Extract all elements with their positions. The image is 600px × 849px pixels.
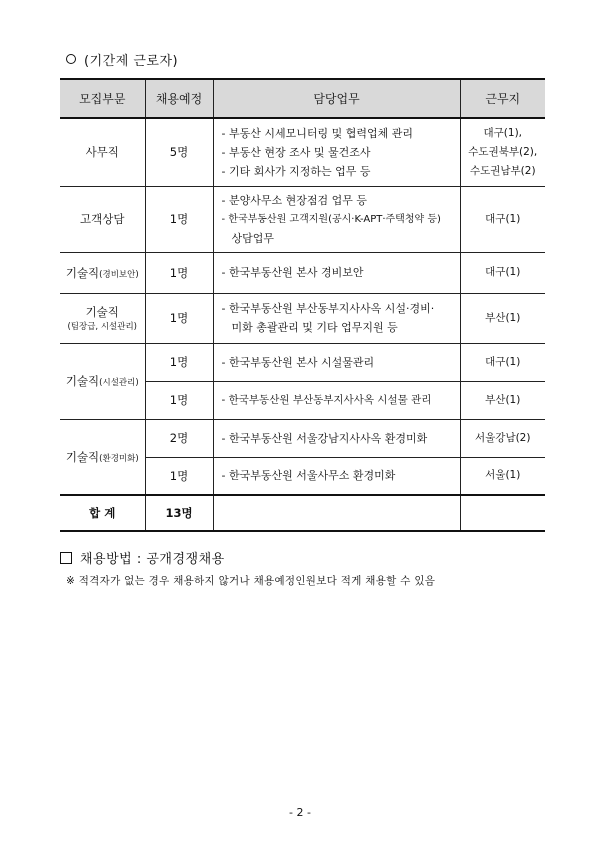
location-line: 대구(1), (483, 126, 522, 139)
page-number: - 2 - (289, 806, 311, 819)
section-title-text: (기간제 근로자) (84, 54, 179, 69)
category-sub: (환경미화) (99, 453, 139, 464)
footnote: ※ 적격자가 없는 경우 채용하지 않거나 채용예정인원보다 적게 채용할 수 있음 (66, 575, 436, 587)
duty-cell (213, 293, 460, 343)
count-cell: 5명 (145, 118, 213, 186)
square-bullet-icon (60, 552, 72, 564)
table-row (60, 186, 545, 252)
category-text: 기술직 (65, 265, 100, 280)
duty-cell: - 한국부동산원 서울강남지사사옥 환경미화 (213, 419, 460, 457)
category-cell (60, 252, 145, 293)
duty-cell (213, 118, 460, 186)
location-cell: 부산(1) (460, 381, 545, 419)
header-location: 근무지 (460, 79, 545, 118)
duty-cell (213, 186, 460, 252)
total-location-empty (460, 495, 545, 531)
circle-bullet-icon (66, 54, 76, 64)
total-duty-empty (213, 495, 460, 531)
count-cell: 1명 (145, 381, 213, 419)
location-cell: 서울강남(2) (460, 419, 545, 457)
header-duty: 담당업무 (213, 79, 460, 118)
table-row (60, 343, 545, 381)
table-row (60, 293, 545, 343)
duty-line: - 한국부동산원 부산동부지사사옥 시설·경비· (221, 302, 435, 315)
duty-cell: - 한국부동산원 서울사무소 환경미화 (213, 457, 460, 495)
category-text: 기술직 (65, 449, 100, 464)
category-text: 기술직 (65, 374, 100, 388)
total-count: 13명 (145, 495, 213, 531)
count-cell: 1명 (145, 293, 213, 343)
table-header-row (60, 79, 545, 118)
duty-line: - 기타 회사가 지정하는 업무 등 (221, 164, 371, 178)
category-sub: (시설관리) (99, 378, 139, 388)
count-cell: 2명 (145, 419, 213, 457)
header-category: 모집부문 (60, 79, 145, 118)
category-cell: 사무직 (60, 118, 145, 186)
category-cell: 고객상담 (60, 186, 145, 252)
recruitment-method (60, 548, 225, 567)
category-cell (60, 343, 145, 419)
count-cell: 1명 (145, 186, 213, 252)
category-text: 기술직 (85, 305, 119, 319)
category-cell (60, 419, 145, 495)
recruitment-table (60, 78, 545, 532)
count-cell: 1명 (145, 252, 213, 293)
table-row (60, 252, 545, 293)
duty-cell: - 한국부동산원 본사 시설물관리 (213, 343, 460, 381)
location-cell (460, 118, 545, 186)
count-cell: 1명 (145, 457, 213, 495)
duty-cell: - 한국부동산원 본사 경비보안 (213, 252, 460, 293)
total-row (60, 495, 545, 531)
duty-line: - 분양사무소 현장점검 업무 등 (221, 193, 367, 207)
method-title: 채용방법 : 공개경쟁채용 (80, 552, 225, 567)
total-label: 합 계 (60, 495, 145, 531)
location-cell: 부산(1) (460, 293, 545, 343)
duty-line: 미화 총괄관리 및 기타 업무지원 등 (231, 321, 398, 334)
category-sub: (팀장급, 시설관리) (67, 322, 137, 332)
location-cell: 서울(1) (460, 457, 545, 495)
location-cell: 대구(1) (460, 252, 545, 293)
location-line: 수도권남부(2) (469, 164, 536, 177)
location-cell: 대구(1) (460, 186, 545, 252)
duty-line: 상담업무 (231, 231, 275, 245)
table-row (60, 419, 545, 457)
section-title (66, 50, 178, 69)
duty-line: - 한국부동산원 고객지원(공시·K-APT·주택청약 등) (221, 213, 441, 225)
duty-line: - 부동산 시세모니터링 및 협력업체 관리 (221, 126, 413, 140)
category-cell (60, 293, 145, 343)
category-sub: (경비보안) (99, 269, 139, 280)
table-row (60, 118, 545, 186)
location-cell: 대구(1) (460, 343, 545, 381)
count-cell: 1명 (145, 343, 213, 381)
header-count: 채용예정 (145, 79, 213, 118)
duty-line: - 부동산 현장 조사 및 물건조사 (221, 145, 371, 159)
location-line: 수도권북부(2), (468, 145, 538, 158)
duty-cell: - 한국부동산원 부산동부지사사옥 시설물 관리 (213, 381, 460, 419)
